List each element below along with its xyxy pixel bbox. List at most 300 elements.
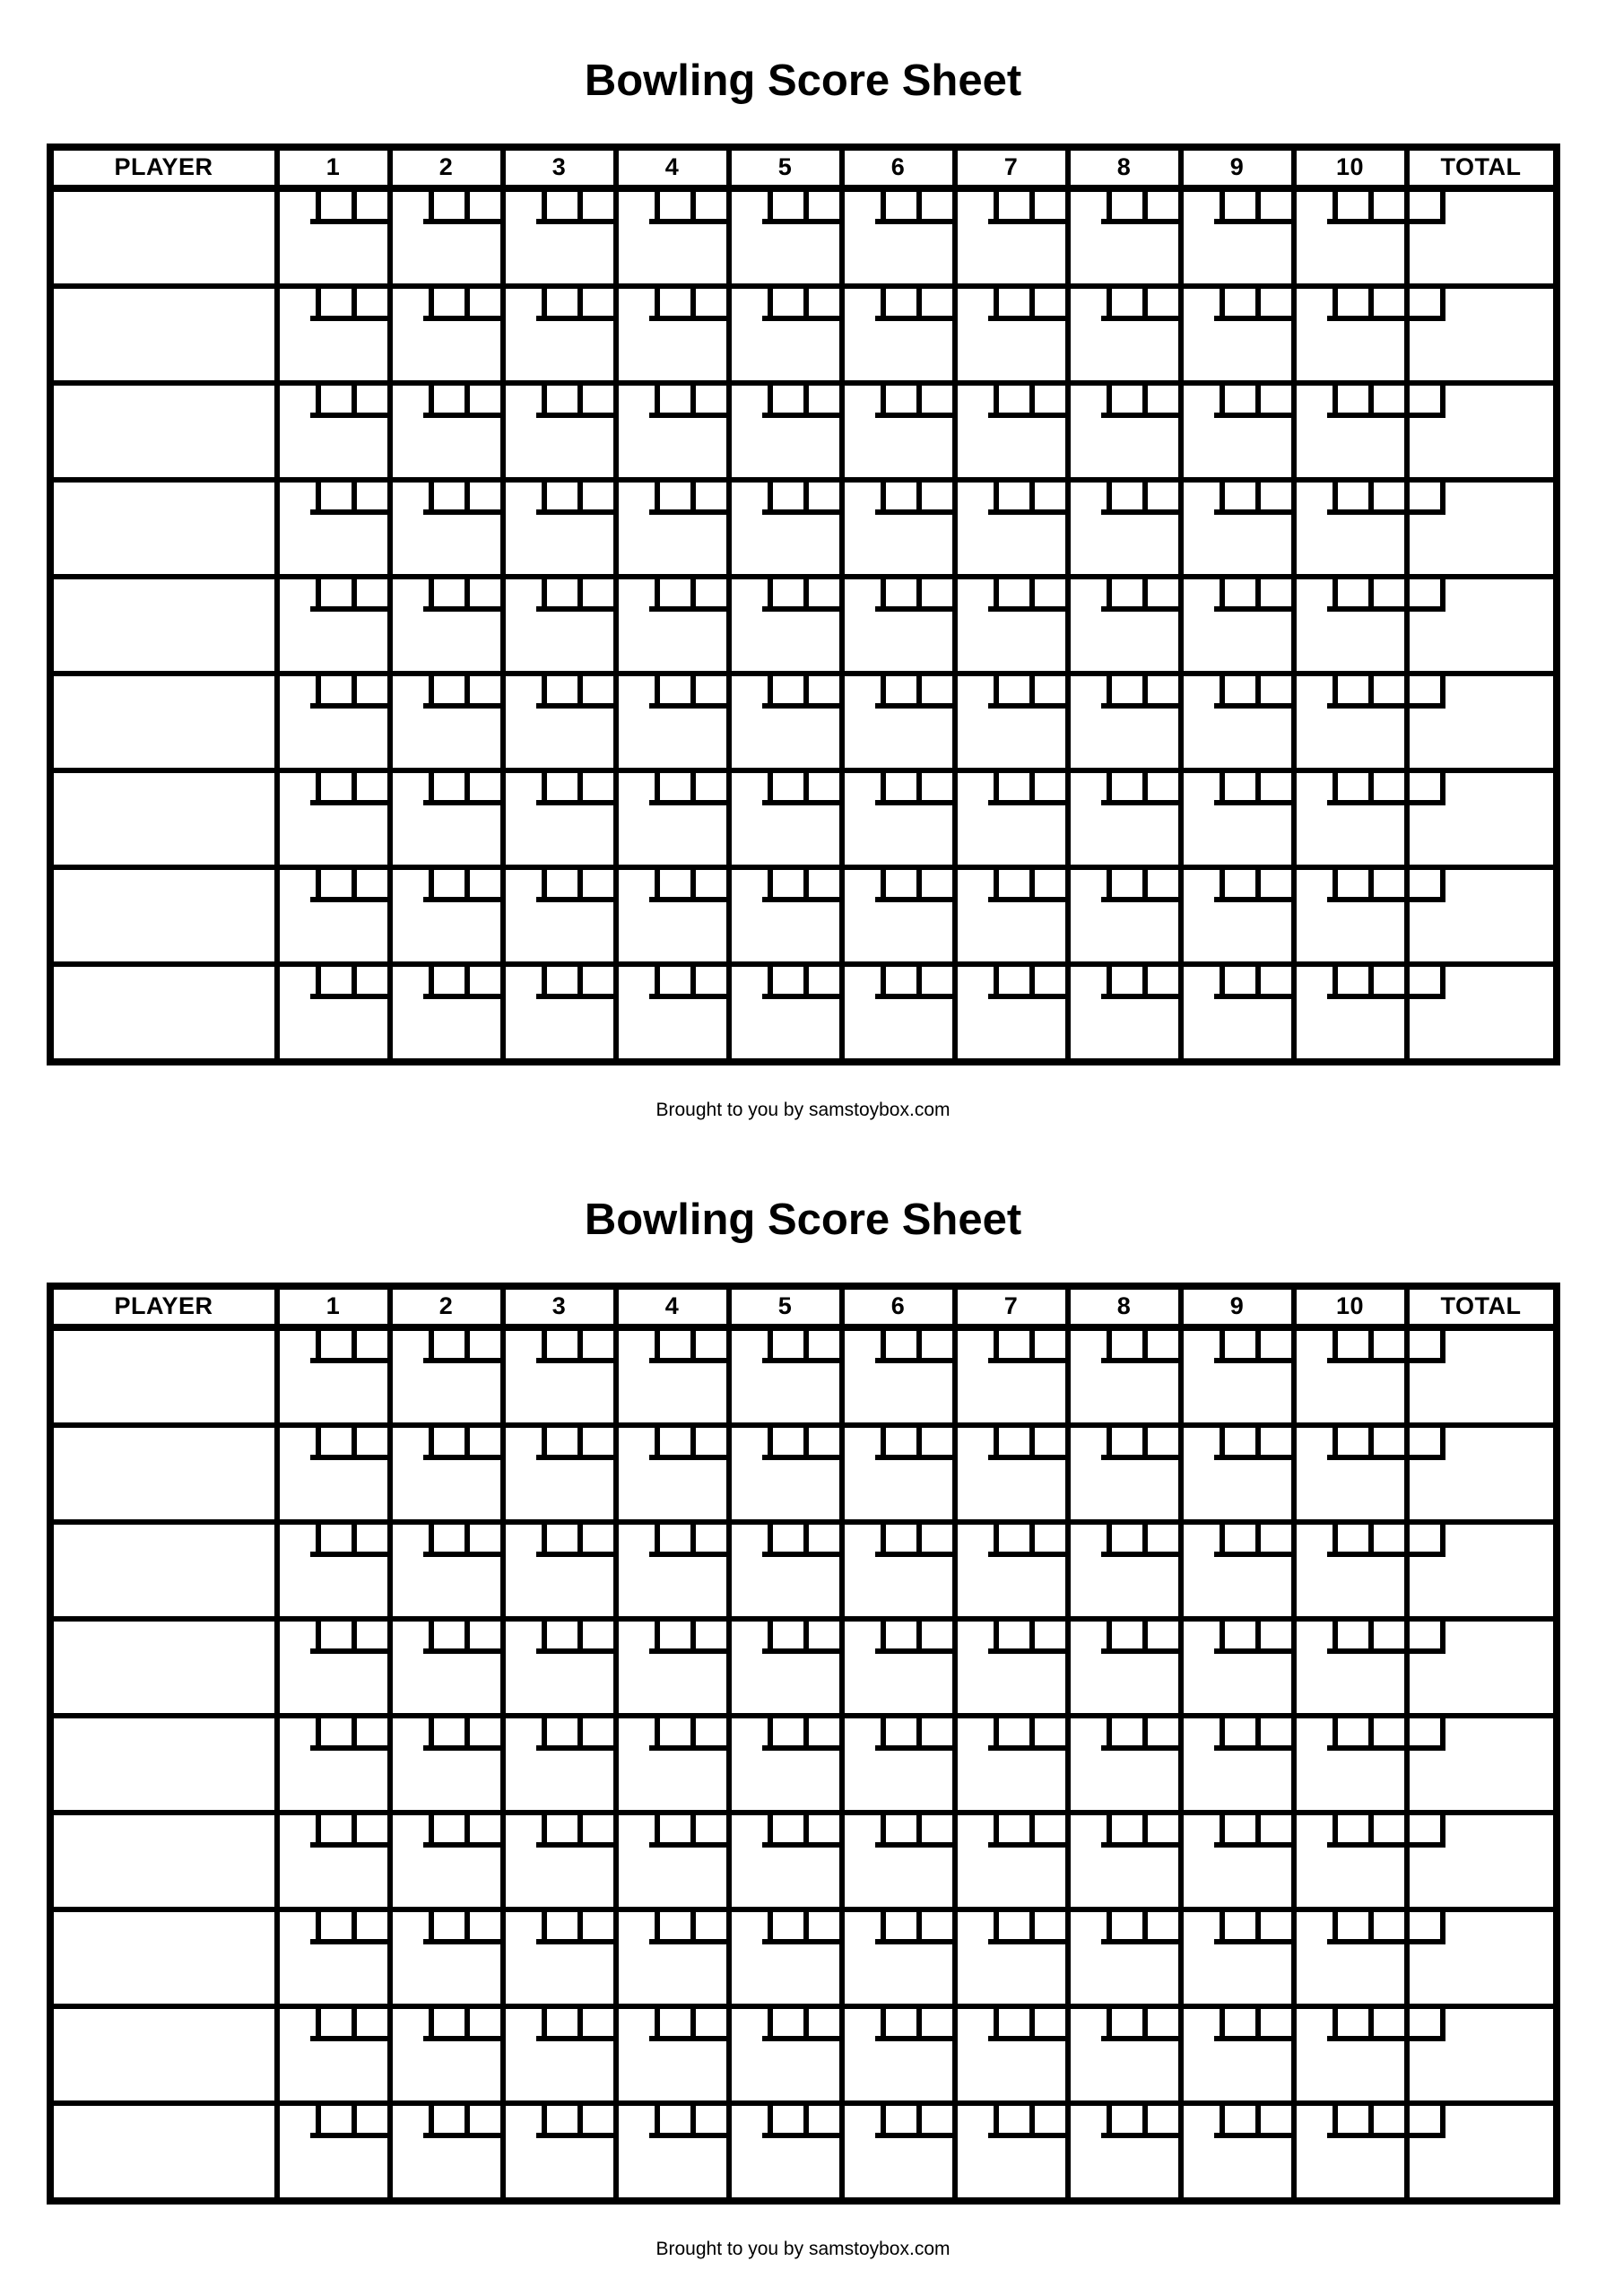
frame-cell-3 [500, 870, 613, 961]
throw-boxes [649, 1525, 732, 1557]
throw-box [1374, 1428, 1410, 1455]
throw-boxes [423, 483, 506, 515]
throw-box [429, 773, 470, 800]
throw-boxes [875, 483, 958, 515]
throw-box [881, 870, 922, 897]
header-cell-frame-2: 2 [387, 1290, 500, 1324]
frame-cell-4 [613, 773, 726, 865]
throw-box [1410, 2009, 1445, 2036]
throw-boxes [875, 676, 958, 709]
throw-boxes [1101, 967, 1184, 999]
throw-box [1374, 289, 1410, 316]
frame-cell-5 [726, 1428, 839, 1519]
throw-boxes [1327, 1718, 1445, 1751]
throw-box [1220, 2009, 1261, 2036]
throw-box [881, 579, 922, 606]
rows [54, 1324, 1553, 2197]
throw-box [881, 192, 922, 219]
throw-box [1107, 773, 1148, 800]
throw-box [768, 676, 809, 703]
throw-box [316, 2009, 357, 2036]
throw-box [1333, 192, 1374, 219]
throw-box [696, 1912, 732, 1939]
throw-box [583, 2106, 619, 2133]
throw-box [994, 967, 1035, 994]
frame-cell-1 [274, 1525, 387, 1616]
throw-box [357, 579, 393, 606]
throw-box [1410, 1815, 1445, 1842]
frame-cell-10 [1291, 289, 1404, 380]
frame-cell-7 [952, 386, 1065, 477]
frame-cell-7 [952, 1622, 1065, 1713]
frame-cell-6 [839, 1622, 952, 1713]
throw-box [655, 1622, 696, 1648]
player-row [54, 1616, 1553, 1713]
throw-boxes [423, 773, 506, 805]
score-table [47, 1283, 1560, 2205]
throw-box [1333, 773, 1374, 800]
throw-box [922, 579, 958, 606]
throw-box [1374, 1331, 1410, 1358]
throw-box [583, 773, 619, 800]
throw-box [470, 1525, 506, 1552]
throw-box [655, 2106, 696, 2133]
throw-box [316, 870, 357, 897]
throw-box [1261, 2009, 1297, 2036]
frame-cell-3 [500, 676, 613, 768]
throw-box [1220, 967, 1261, 994]
throw-box [1107, 2106, 1148, 2133]
player-row [54, 1519, 1553, 1616]
frame-cell-10 [1291, 1815, 1404, 1907]
frame-cell-2 [387, 967, 500, 1058]
throw-box [1220, 1622, 1261, 1648]
throw-box [881, 1718, 922, 1745]
frame-cell-4 [613, 1331, 726, 1422]
throw-box [316, 1622, 357, 1648]
throw-boxes [1101, 870, 1184, 902]
throw-boxes [1101, 1331, 1184, 1363]
throw-boxes [536, 2009, 619, 2041]
throw-boxes [762, 1912, 845, 1944]
throw-box [583, 483, 619, 509]
frame-cell-1 [274, 676, 387, 768]
throw-box [994, 773, 1035, 800]
throw-boxes [536, 289, 619, 321]
throw-box [696, 967, 732, 994]
player-name-cell [54, 1331, 274, 1422]
frame-cell-9 [1178, 870, 1291, 961]
throw-box [1410, 773, 1445, 800]
throw-box [994, 2106, 1035, 2133]
throw-boxes [988, 1428, 1071, 1460]
frame-cell-2 [387, 192, 500, 283]
throw-boxes [310, 1622, 393, 1654]
frame-cell-8 [1065, 1428, 1178, 1519]
throw-boxes [1214, 967, 1297, 999]
throw-box [655, 2009, 696, 2036]
throw-box [1220, 1428, 1261, 1455]
frame-cell-10 [1291, 192, 1404, 283]
throw-box [583, 579, 619, 606]
throw-box [1220, 579, 1261, 606]
throw-boxes [1214, 1912, 1297, 1944]
throw-box [696, 289, 732, 316]
throw-box [696, 579, 732, 606]
throw-box [1148, 2106, 1184, 2133]
throw-box [1374, 192, 1410, 219]
throw-boxes [875, 967, 958, 999]
throw-box [583, 1815, 619, 1842]
throw-boxes [423, 870, 506, 902]
throw-box [357, 483, 393, 509]
player-row [54, 283, 1553, 380]
throw-box [316, 579, 357, 606]
frame-cell-8 [1065, 386, 1178, 477]
frame-cell-3 [500, 967, 613, 1058]
throw-boxes [1327, 1331, 1445, 1363]
throw-box [994, 676, 1035, 703]
frame-cell-10 [1291, 2106, 1404, 2197]
frame-cell-8 [1065, 1525, 1178, 1616]
throw-box [1107, 579, 1148, 606]
frame-cell-7 [952, 967, 1065, 1058]
throw-box [1333, 2106, 1374, 2133]
throw-box [429, 579, 470, 606]
frame-cell-9 [1178, 579, 1291, 671]
frame-cell-5 [726, 773, 839, 865]
throw-box [696, 192, 732, 219]
header-cell-frame-4: 4 [613, 151, 726, 185]
throw-boxes [762, 870, 845, 902]
throw-box [1374, 2106, 1410, 2133]
frame-cell-2 [387, 2009, 500, 2100]
frame-cell-8 [1065, 483, 1178, 574]
throw-box [1035, 773, 1071, 800]
throw-box [583, 1622, 619, 1648]
throw-box [1333, 1815, 1374, 1842]
throw-box [357, 2009, 393, 2036]
frame-cell-6 [839, 2009, 952, 2100]
throw-box [470, 967, 506, 994]
throw-box [470, 483, 506, 509]
throw-boxes [875, 1912, 958, 1944]
throw-boxes [1101, 1428, 1184, 1460]
throw-box [1107, 870, 1148, 897]
throw-box [1333, 1525, 1374, 1552]
throw-box [1410, 967, 1445, 994]
frame-cell-8 [1065, 1622, 1178, 1713]
frame-cell-2 [387, 1622, 500, 1713]
throw-boxes [536, 2106, 619, 2138]
throw-box [1333, 483, 1374, 509]
throw-box [768, 773, 809, 800]
throw-box [1410, 192, 1445, 219]
header-cell-frame-6: 6 [839, 151, 952, 185]
frame-cell-3 [500, 2009, 613, 2100]
throw-box [809, 1428, 845, 1455]
frame-cell-10 [1291, 773, 1404, 865]
throw-box [809, 192, 845, 219]
throw-box [1107, 2009, 1148, 2036]
throw-box [809, 1912, 845, 1939]
frame-cell-8 [1065, 1815, 1178, 1907]
throw-box [1148, 1428, 1184, 1455]
player-name-cell [54, 483, 274, 574]
throw-box [1107, 676, 1148, 703]
frame-cell-1 [274, 579, 387, 671]
frame-cell-5 [726, 579, 839, 671]
throw-boxes [762, 289, 845, 321]
throw-boxes [875, 289, 958, 321]
throw-box [655, 386, 696, 413]
frame-cell-3 [500, 1815, 613, 1907]
throw-box [357, 676, 393, 703]
throw-box [696, 1428, 732, 1455]
sheet-title: Bowling Score Sheet [584, 57, 1022, 105]
throw-box [1333, 579, 1374, 606]
frame-cell-2 [387, 2106, 500, 2197]
throw-boxes [423, 2009, 506, 2041]
throw-box [1410, 2106, 1445, 2133]
throw-box [470, 870, 506, 897]
throw-box [470, 773, 506, 800]
player-name-cell [54, 1428, 274, 1519]
frame-cell-4 [613, 483, 726, 574]
frame-cell-1 [274, 2009, 387, 2100]
throw-box [1107, 289, 1148, 316]
throw-box [1374, 676, 1410, 703]
throw-box [1107, 1331, 1148, 1358]
throw-boxes [988, 192, 1071, 224]
frame-cell-2 [387, 773, 500, 865]
throw-box [809, 967, 845, 994]
throw-boxes [875, 1331, 958, 1363]
throw-box [1220, 1525, 1261, 1552]
frame-cell-3 [500, 579, 613, 671]
throw-box [1148, 1525, 1184, 1552]
throw-box [429, 192, 470, 219]
throw-box [994, 386, 1035, 413]
throw-box [655, 1815, 696, 1842]
throw-box [1410, 579, 1445, 606]
throw-box [696, 773, 732, 800]
throw-box [1261, 1428, 1297, 1455]
throw-boxes [1327, 483, 1445, 515]
throw-boxes [875, 579, 958, 612]
throw-boxes [649, 773, 732, 805]
throw-boxes [875, 1428, 958, 1460]
throw-box [768, 192, 809, 219]
throw-box [1148, 289, 1184, 316]
frame-cell-10 [1291, 1718, 1404, 1810]
throw-box [1148, 1331, 1184, 1358]
throw-box [1035, 1718, 1071, 1745]
frame-cell-9 [1178, 1428, 1291, 1519]
header-cell-frame-9: 9 [1178, 151, 1291, 185]
frame-cell-1 [274, 1912, 387, 2004]
frame-cell-6 [839, 579, 952, 671]
frame-cell-10 [1291, 386, 1404, 477]
throw-box [470, 1622, 506, 1648]
throw-box [1148, 579, 1184, 606]
throw-box [583, 289, 619, 316]
throw-box [1410, 1912, 1445, 1939]
frame-cell-9 [1178, 967, 1291, 1058]
throw-box [696, 483, 732, 509]
throw-boxes [1101, 773, 1184, 805]
throw-box [1220, 2106, 1261, 2133]
throw-box [1374, 773, 1410, 800]
header-cell-frame-7: 7 [952, 151, 1065, 185]
throw-box [1261, 1525, 1297, 1552]
throw-box [470, 1815, 506, 1842]
frame-cell-4 [613, 1912, 726, 2004]
throw-boxes [423, 579, 506, 612]
throw-box [994, 579, 1035, 606]
throw-box [316, 967, 357, 994]
throw-box [881, 773, 922, 800]
throw-box [429, 1912, 470, 1939]
throw-box [542, 1718, 583, 1745]
frame-cell-3 [500, 483, 613, 574]
throw-boxes [1101, 289, 1184, 321]
throw-boxes [310, 579, 393, 612]
throw-box [881, 676, 922, 703]
frame-cell-1 [274, 1428, 387, 1519]
throw-box [1107, 483, 1148, 509]
throw-box [994, 192, 1035, 219]
throw-box [316, 1428, 357, 1455]
throw-boxes [310, 870, 393, 902]
throw-box [542, 967, 583, 994]
frame-cell-4 [613, 870, 726, 961]
throw-boxes [649, 1331, 732, 1363]
frame-cell-9 [1178, 2009, 1291, 2100]
throw-box [583, 870, 619, 897]
throw-boxes [536, 1912, 619, 1944]
throw-box [470, 2009, 506, 2036]
throw-boxes [988, 1815, 1071, 1848]
throw-box [357, 289, 393, 316]
throw-boxes [423, 1718, 506, 1751]
header-cell-total: TOTAL [1404, 151, 1553, 185]
frame-cell-3 [500, 1525, 613, 1616]
player-row [54, 768, 1553, 865]
frame-cell-9 [1178, 192, 1291, 283]
throw-boxes [988, 1718, 1071, 1751]
throw-boxes [988, 483, 1071, 515]
throw-box [768, 870, 809, 897]
throw-box [542, 676, 583, 703]
throw-boxes [536, 870, 619, 902]
throw-boxes [762, 1525, 845, 1557]
throw-box [994, 1331, 1035, 1358]
throw-box [881, 1331, 922, 1358]
throw-box [994, 289, 1035, 316]
throw-box [768, 1912, 809, 1939]
throw-boxes [1327, 1622, 1445, 1654]
throw-boxes [423, 1428, 506, 1460]
throw-boxes [1214, 192, 1297, 224]
throw-box [1035, 1622, 1071, 1648]
throw-boxes [875, 2009, 958, 2041]
throw-box [1035, 289, 1071, 316]
frame-cell-6 [839, 1912, 952, 2004]
throw-box [881, 483, 922, 509]
frame-cell-10 [1291, 1912, 1404, 2004]
throw-boxes [762, 1622, 845, 1654]
throw-box [1374, 1718, 1410, 1745]
throw-boxes [310, 2106, 393, 2138]
throw-boxes [1214, 483, 1297, 515]
frame-cell-8 [1065, 192, 1178, 283]
throw-boxes [875, 870, 958, 902]
frame-cell-8 [1065, 579, 1178, 671]
frame-cell-1 [274, 1815, 387, 1907]
throw-box [881, 1815, 922, 1842]
throw-box [1374, 386, 1410, 413]
player-row [54, 2100, 1553, 2197]
throw-box [696, 1525, 732, 1552]
throw-box [655, 967, 696, 994]
throw-box [357, 1525, 393, 1552]
frame-cell-5 [726, 1815, 839, 1907]
throw-box [809, 579, 845, 606]
throw-box [1261, 2106, 1297, 2133]
throw-box [470, 2106, 506, 2133]
frame-cell-4 [613, 676, 726, 768]
throw-boxes [1214, 676, 1297, 709]
throw-boxes [1214, 2009, 1297, 2041]
throw-box [583, 676, 619, 703]
throw-box [696, 386, 732, 413]
throw-box [922, 2106, 958, 2133]
frame-cell-9 [1178, 289, 1291, 380]
frame-cell-2 [387, 1525, 500, 1616]
frame-cell-6 [839, 870, 952, 961]
throw-box [768, 1718, 809, 1745]
throw-box [922, 1428, 958, 1455]
throw-box [1148, 773, 1184, 800]
throw-box [1035, 967, 1071, 994]
throw-box [1107, 1815, 1148, 1842]
throw-box [429, 289, 470, 316]
header-cell-player: PLAYER [114, 153, 213, 181]
throw-boxes [762, 1815, 845, 1848]
frame-cell-4 [613, 579, 726, 671]
throw-boxes [1101, 579, 1184, 612]
throw-box [583, 967, 619, 994]
header-cell-total: TOTAL [1404, 1290, 1553, 1324]
throw-boxes [1327, 192, 1445, 224]
frame-cell-1 [274, 870, 387, 961]
throw-box [809, 773, 845, 800]
throw-boxes [762, 2009, 845, 2041]
throw-boxes [875, 1622, 958, 1654]
throw-box [696, 1622, 732, 1648]
throw-box [1148, 967, 1184, 994]
frame-cell-7 [952, 1815, 1065, 1907]
throw-box [1107, 1718, 1148, 1745]
score-table [47, 144, 1560, 1065]
throw-box [542, 1525, 583, 1552]
frame-cell-8 [1065, 1331, 1178, 1422]
frame-cell-1 [274, 386, 387, 477]
throw-box [1035, 1912, 1071, 1939]
frame-cell-4 [613, 967, 726, 1058]
sheet-title: Bowling Score Sheet [584, 1195, 1022, 1244]
